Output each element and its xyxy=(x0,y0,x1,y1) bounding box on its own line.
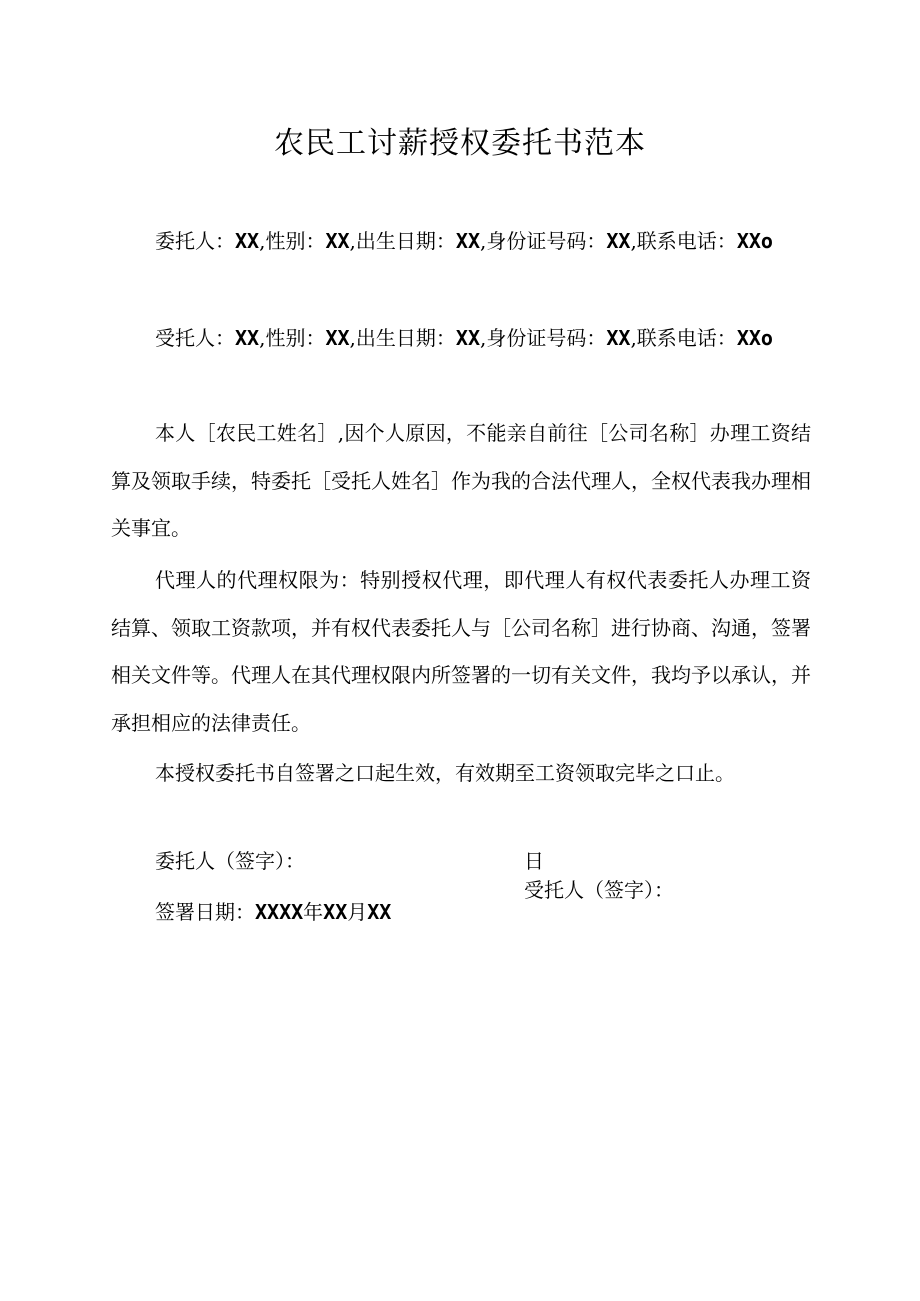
signing-date-month: XX xyxy=(323,900,348,924)
principal-gender: XX xyxy=(325,229,350,253)
signing-date-line xyxy=(155,897,391,927)
agent-id-label: ,身份证号码： xyxy=(480,326,607,350)
agent-gender-label: ,性别： xyxy=(259,326,326,350)
agency-scope-paragraph: 代理人的代理权限为：特别授权代理，即代理人有权代表委托人办理工资结算、领取工资款项，并有权代表委托人与［公司名称］进行协商、沟通，签署相关文件等。代理人在其代理权限内所签署的一切有关文件，我均予以承认，并承担相应的法律责任。 xyxy=(111,568,811,735)
agent-id: XX xyxy=(606,326,631,350)
agent-gender: XX xyxy=(325,326,350,350)
principal-end: o xyxy=(760,229,773,253)
signing-date-day-unit: 日 xyxy=(524,849,544,873)
agent-phone: XX xyxy=(736,326,761,350)
document-title: 农民工讨薪授权委托书范本 xyxy=(274,126,646,161)
agent-phone-label: ,联系电话： xyxy=(630,326,737,350)
principal-label: 委托人： xyxy=(155,229,235,253)
principal-gender-label: ,性别： xyxy=(259,229,326,253)
signing-date-year-unit: 年 xyxy=(303,900,324,924)
principal-phone: XX xyxy=(736,229,761,253)
principal-signature-line: 委托人（签字）： xyxy=(155,849,305,873)
signing-date-year: XXXX xyxy=(255,900,304,924)
signing-date-day: XX xyxy=(367,900,392,924)
validity-paragraph: 本授权委托书自签署之口起生效，有效期至工资领取完毕之口止。 xyxy=(155,761,735,785)
agent-info-paragraph xyxy=(111,315,811,363)
principal-info-paragraph xyxy=(111,218,811,266)
authorization-paragraph: 本人［农民工姓名］,因个人原因，不能亲自前往［公司名称］办理工资结算及领取手续，特委托［受托人姓名］作为我的合法代理人，全权代表我办理相关事宜。 xyxy=(111,421,811,540)
principal-birth: XX xyxy=(455,229,480,253)
signing-date-month-unit: 月 xyxy=(347,900,368,924)
agent-signature-line: 受托人（签字）： xyxy=(524,878,674,902)
principal-name: XX xyxy=(235,229,260,253)
principal-id: XX xyxy=(606,229,631,253)
principal-birth-label: ,出生日期： xyxy=(349,229,456,253)
agent-end: o xyxy=(760,326,773,350)
agent-label: 受托人： xyxy=(155,326,235,350)
principal-phone-label: ,联系电话： xyxy=(630,229,737,253)
agent-birth: XX xyxy=(455,326,480,350)
signing-date-label: 签署日期： xyxy=(155,900,255,924)
principal-id-label: ,身份证号码： xyxy=(480,229,607,253)
agent-birth-label: ,出生日期： xyxy=(349,326,456,350)
agent-name: XX xyxy=(235,326,260,350)
